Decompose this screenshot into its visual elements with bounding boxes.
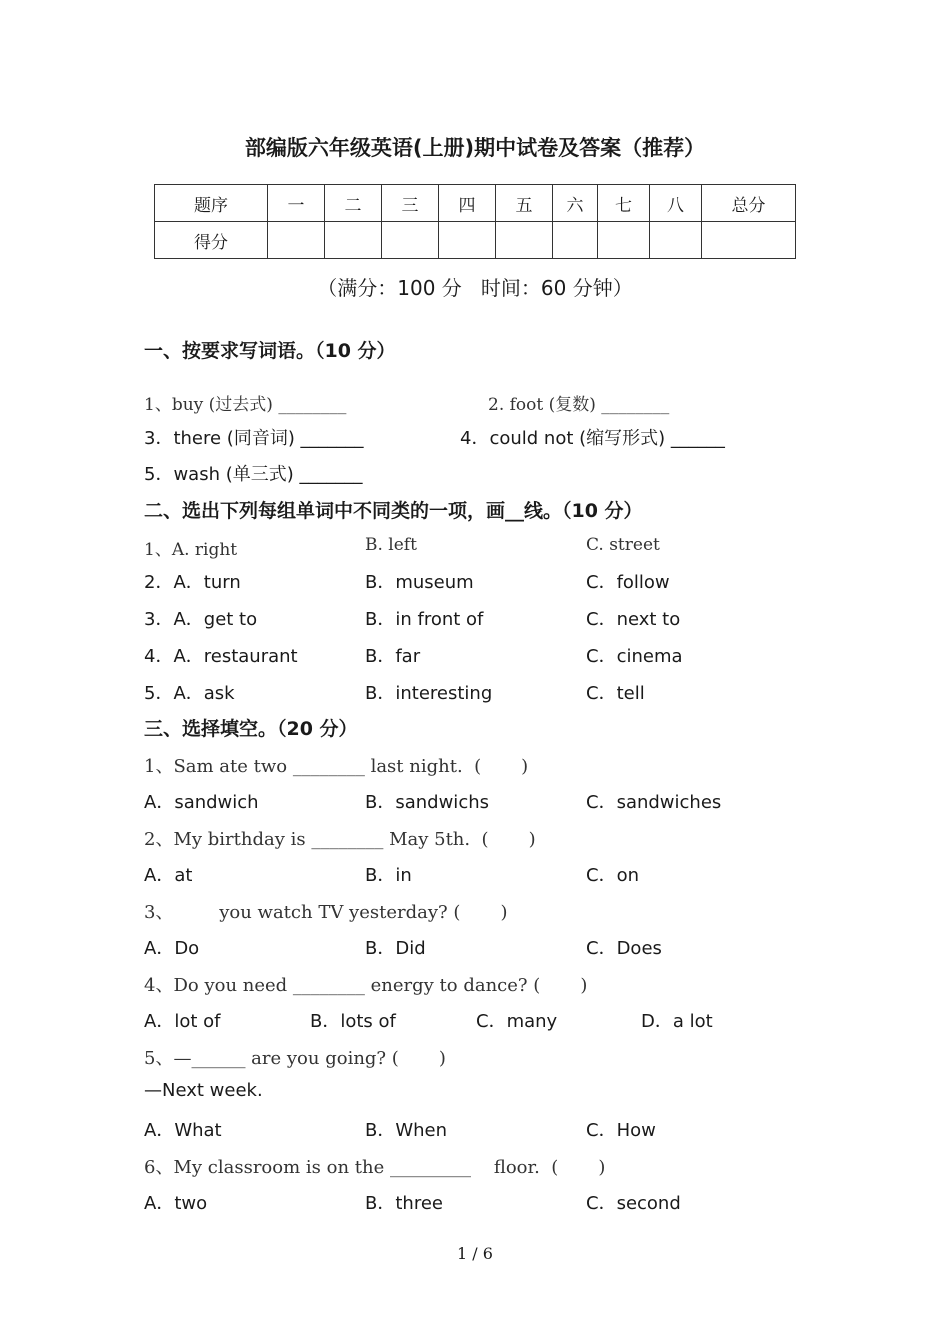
option-text: C．Does	[586, 938, 662, 959]
score-cell: 题序	[155, 185, 268, 222]
score-blank-cell[interactable]	[598, 222, 650, 259]
option-text: B．interesting	[365, 683, 493, 704]
option-text: 4．A．restaurant	[144, 646, 298, 667]
score-table-score-row	[155, 222, 796, 259]
question-text: 2. foot (复数) ________	[488, 395, 670, 415]
score-cell: 三	[382, 185, 439, 222]
option-text: C. street	[586, 535, 660, 555]
score-cell: 得分	[155, 222, 268, 259]
option-text: B．three	[365, 1193, 443, 1214]
question-text: 5．wash (单三式) _______	[144, 464, 363, 485]
option-text: A．two	[144, 1193, 208, 1214]
page-title: 部编版六年级英语(上册)期中试卷及答案（推荐）	[244, 136, 706, 160]
option-text: C．many	[476, 1011, 558, 1032]
option-text: B．sandwichs	[365, 792, 489, 813]
option-text: B．in front of	[365, 609, 484, 630]
score-cell: 一	[268, 185, 325, 222]
option-text: 3．A．get to	[144, 609, 258, 630]
option-text: B．lots of	[310, 1011, 396, 1032]
option-text: C．follow	[586, 572, 670, 593]
score-blank-cell[interactable]	[650, 222, 702, 259]
option-text: 1、A. right	[144, 540, 238, 560]
option-text: C．next to	[586, 609, 681, 630]
option-text: C．tell	[586, 683, 645, 704]
score-cell: 六	[553, 185, 598, 222]
question-text: 5、—______ are you going? ( )	[144, 1048, 446, 1069]
score-table-header-row	[155, 185, 796, 222]
section-heading: 二、选出下列每组单词中不同类的一项，画__线。（10 分）	[144, 500, 643, 522]
question-text: 6、My classroom is on the _________ floor. ( )	[144, 1157, 606, 1178]
score-blank-cell[interactable]	[553, 222, 598, 259]
score-blank-cell[interactable]	[268, 222, 325, 259]
option-text: B．far	[365, 646, 421, 667]
score-cell: 七	[598, 185, 650, 222]
score-cell: 五	[496, 185, 553, 222]
option-text: A．sandwich	[144, 792, 259, 813]
option-text: C．How	[586, 1120, 656, 1141]
score-table	[154, 184, 796, 259]
question-text: 4．could not (缩写形式) ______	[460, 428, 725, 449]
score-blank-cell[interactable]	[702, 222, 796, 259]
question-text: 3、 you watch TV yesterday? ( )	[144, 902, 508, 923]
option-text: D．a lot	[641, 1011, 713, 1032]
question-text: 4、Do you need ________ energy to dance? ( )	[144, 975, 588, 996]
option-text: B．When	[365, 1120, 448, 1141]
score-blank-cell[interactable]	[496, 222, 553, 259]
option-text: C．sandwiches	[586, 792, 722, 813]
option-text: A．lot of	[144, 1011, 221, 1032]
score-blank-cell[interactable]	[325, 222, 382, 259]
reply-text: —Next week.	[144, 1080, 263, 1101]
option-text: A．at	[144, 865, 193, 886]
score-blank-cell[interactable]	[439, 222, 496, 259]
option-text: B．Did	[365, 938, 426, 959]
score-blank-cell[interactable]	[382, 222, 439, 259]
section-heading: 三、选择填空。（20 分）	[144, 718, 358, 740]
score-cell: 四	[439, 185, 496, 222]
option-text: C．on	[586, 865, 639, 886]
question-text: 3．there (同音词) _______	[144, 428, 364, 449]
option-text: B．in	[365, 865, 412, 886]
option-text: 5．A．ask	[144, 683, 235, 704]
page-number: 1 / 6	[457, 1244, 493, 1263]
score-cell: 八	[650, 185, 702, 222]
option-text: A．What	[144, 1120, 222, 1141]
section-heading: 一、按要求写词语。（10 分）	[144, 340, 396, 362]
question-text: 1、buy (过去式) ________	[144, 395, 347, 415]
question-text: 1、Sam ate two ________ last night. ( )	[144, 756, 529, 777]
question-text: 2、My birthday is ________ May 5th. ( )	[144, 829, 536, 850]
score-cell: 总分	[702, 185, 796, 222]
score-cell: 二	[325, 185, 382, 222]
option-text: A．Do	[144, 938, 200, 959]
option-text: C．second	[586, 1193, 681, 1214]
option-text: 2．A．turn	[144, 572, 241, 593]
option-text: B．museum	[365, 572, 474, 593]
option-text: C．cinema	[586, 646, 683, 667]
exam-info: （满分：100 分 时间：60 分钟）	[317, 276, 633, 300]
option-text: B. left	[365, 535, 417, 555]
